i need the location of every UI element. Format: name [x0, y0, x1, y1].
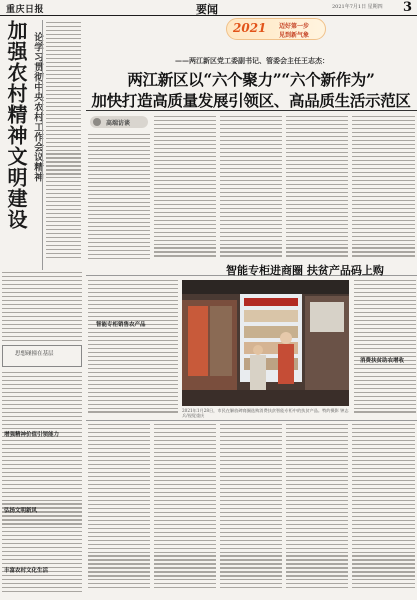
article-col-1 — [88, 134, 150, 262]
photo-story-subhead-2: 消费扶贫助农增收 — [360, 358, 405, 364]
photo-story-subhead-1: 智能专柜销售农产品 — [96, 322, 146, 328]
subhead-1: 增强精神价值引领能力 — [4, 432, 60, 438]
article-kicker: ——两江新区党工委副书记、管委会主任王志杰： — [175, 56, 329, 65]
article-col-5 — [352, 116, 415, 259]
photo-story-col-1 — [88, 280, 178, 415]
sidebar-box-title: 思想碰撞在基层 — [15, 351, 54, 357]
headline-line-2: 加快打造高质量发展引领区、高品质生活示范区 — [91, 91, 411, 110]
microphone-icon — [93, 118, 101, 126]
left-column — [2, 18, 82, 598]
smart-vending-cabinet-photo — [182, 280, 349, 406]
commentary-subtitle: 论学习贯彻中央农村工作会议精神 — [32, 32, 43, 182]
commentary-body-mid — [2, 272, 82, 344]
commentary-title: 加强农村精神文明建设 — [4, 20, 28, 230]
headline-rule — [86, 110, 417, 111]
commentary-body-top — [46, 22, 81, 261]
sidebar-box — [2, 345, 82, 367]
issue-date: 2021年7月1日 星期四 — [332, 4, 383, 10]
photo-headline: 智能专柜进商圈 扶贫产品码上购 — [226, 264, 384, 277]
masthead — [0, 0, 417, 16]
lower-col-5 — [352, 424, 415, 591]
banner-line-1: 迈好第一步 — [279, 23, 310, 30]
article-col-2 — [154, 116, 216, 259]
commentary-body-lower — [2, 372, 82, 595]
headline-line-1: 两江新区以“六个聚力”“六个新作为” — [127, 70, 375, 89]
photo-caption: 2021年1月28日，市民在解放碑商圈选购消费扶贫智能专柜中的扶贫产品。特约摄影 钟志兵/视觉重庆 — [182, 408, 349, 418]
page-number: 3 — [403, 0, 413, 15]
photo-story-col-2 — [354, 280, 416, 415]
subhead-2: 弘扬文明新风 — [4, 508, 38, 514]
subhead-3: 丰富农村文化生活 — [4, 568, 49, 574]
lower-rule — [86, 420, 417, 421]
lower-col-1 — [88, 424, 150, 591]
main-column — [86, 18, 417, 598]
interview-tag — [90, 116, 148, 128]
newspaper-logo: 重庆日报 — [6, 5, 45, 15]
news-photo — [182, 280, 349, 406]
lower-col-2 — [154, 424, 216, 591]
section-title: 要闻 — [196, 3, 218, 16]
lower-col-4 — [286, 424, 348, 591]
lower-col-3 — [220, 424, 282, 591]
article-col-3 — [220, 116, 282, 259]
column-divider — [42, 20, 43, 270]
banner-year: 2021 — [233, 21, 267, 35]
banner-line-2: 见到新气象 — [279, 32, 310, 39]
article-col-4 — [286, 116, 348, 259]
interview-tag-label: 高端访谈 — [106, 120, 131, 127]
campaign-banner — [226, 18, 326, 40]
